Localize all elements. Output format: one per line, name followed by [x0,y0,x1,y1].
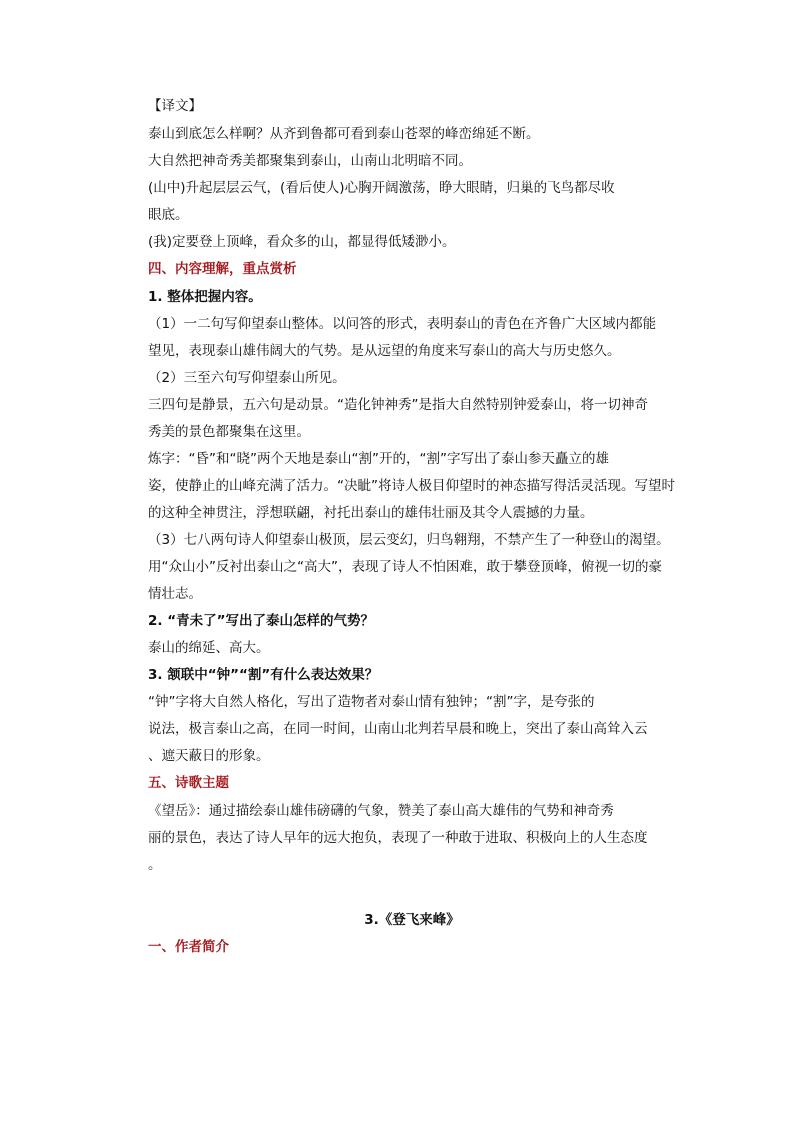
author-intro-title: 一、作者简介 [148,939,229,955]
translation-line-4: 眼底。 [148,207,189,223]
q1-line-3: （2）三至六句写仰望泰山所见。 [148,370,346,386]
q1-line-9: （3）七八两句诗人仰望泰山极顶，层云变幻，归鸟翱翔，不禁产生了一种登山的渴望。 [148,532,670,548]
q1-line-6: 炼字：“昏”和“晓”两个天地是泰山“割”开的，“割”字写出了泰山参天矗立的雄 [148,451,609,467]
translation-line-2: 大自然把神奇秀美都聚集到泰山，山南山北明暗不同。 [148,153,472,169]
q1-line-11: 情壮志。 [148,586,202,602]
translation-heading: 【译文】 [148,98,202,114]
q1-line-2: 望见，表现泰山雄伟阔大的气势。是从远望的角度来写泰山的高大与历史悠久。 [148,343,621,359]
q1-line-10: 用“众山小”反衬出泰山之“高大”，表现了诗人不怕困难，敢于攀登顶峰，俯视一切的豪 [148,559,662,575]
section-5-title: 五、诗歌主题 [148,775,229,791]
q3-line-1: “钟”字将大自然人格化，写出了造物者对泰山情有独钟；“割”字，是夸张的 [148,694,595,710]
question-2-title: 2. “青未了”写出了泰山怎样的气势？ [148,613,374,629]
theme-line-2: 丽的景色，表达了诗人早年的远大抱负，表现了一种敢于进取、积极向上的人生态度 [148,830,648,846]
translation-line-1: 泰山到底怎么样啊？从齐到鲁都可看到泰山苍翠的峰峦绵延不断。 [148,126,540,142]
q1-line-8: 的这种全神贯注，浮想联翩，衬托出泰山的雄伟壮丽及其令人震撼的力量。 [148,505,594,521]
theme-line-3: 。 [148,857,162,873]
q3-line-3: 、遮天蔽日的形象。 [148,748,270,764]
question-2-answer: 泰山的绵延、高大。 [148,640,270,656]
section-4-title: 四、内容理解，重点赏析 [148,261,297,277]
q1-line-5: 秀美的景色都聚集在这里。 [148,424,310,440]
question-1-title: 1. 整体把握内容。 [148,289,262,305]
q1-line-4: 三四句是静景，五六句是动景。“造化钟神秀”是指大自然特别钟爱泰山，将一切神奇 [148,397,648,413]
translation-line-5: (我)定要登上顶峰，看众多的山，都显得低矮渺小。 [148,234,456,250]
q1-line-1: （1）一二句写仰望泰山整体。以问答的形式，表明泰山的青色在齐鲁广大区域内都能 [148,316,657,332]
q1-line-7: 姿，使静止的山峰充满了活力。“决眦”将诗人极目仰望时的神态描写得活灵活现。写望时 [148,478,675,494]
translation-line-3: (山中)升起层层云气，(看后使人)心胸开阔激荡，睁大眼睛，归巢的飞鸟都尽收 [148,180,615,196]
q3-line-2: 说法，极言泰山之高，在同一时间，山南山北判若早晨和晚上，突出了泰山高耸入云 [148,721,648,737]
poem-title: 3.《登飞来峰》 [364,912,460,928]
theme-line-1: 《望岳》：通过描绘泰山雄伟磅礴的气象，赞美了泰山高大雄伟的气势和神奇秀 [148,803,614,819]
question-3-title: 3. 颔联中“钟”“割”有什么表达效果？ [148,667,379,683]
